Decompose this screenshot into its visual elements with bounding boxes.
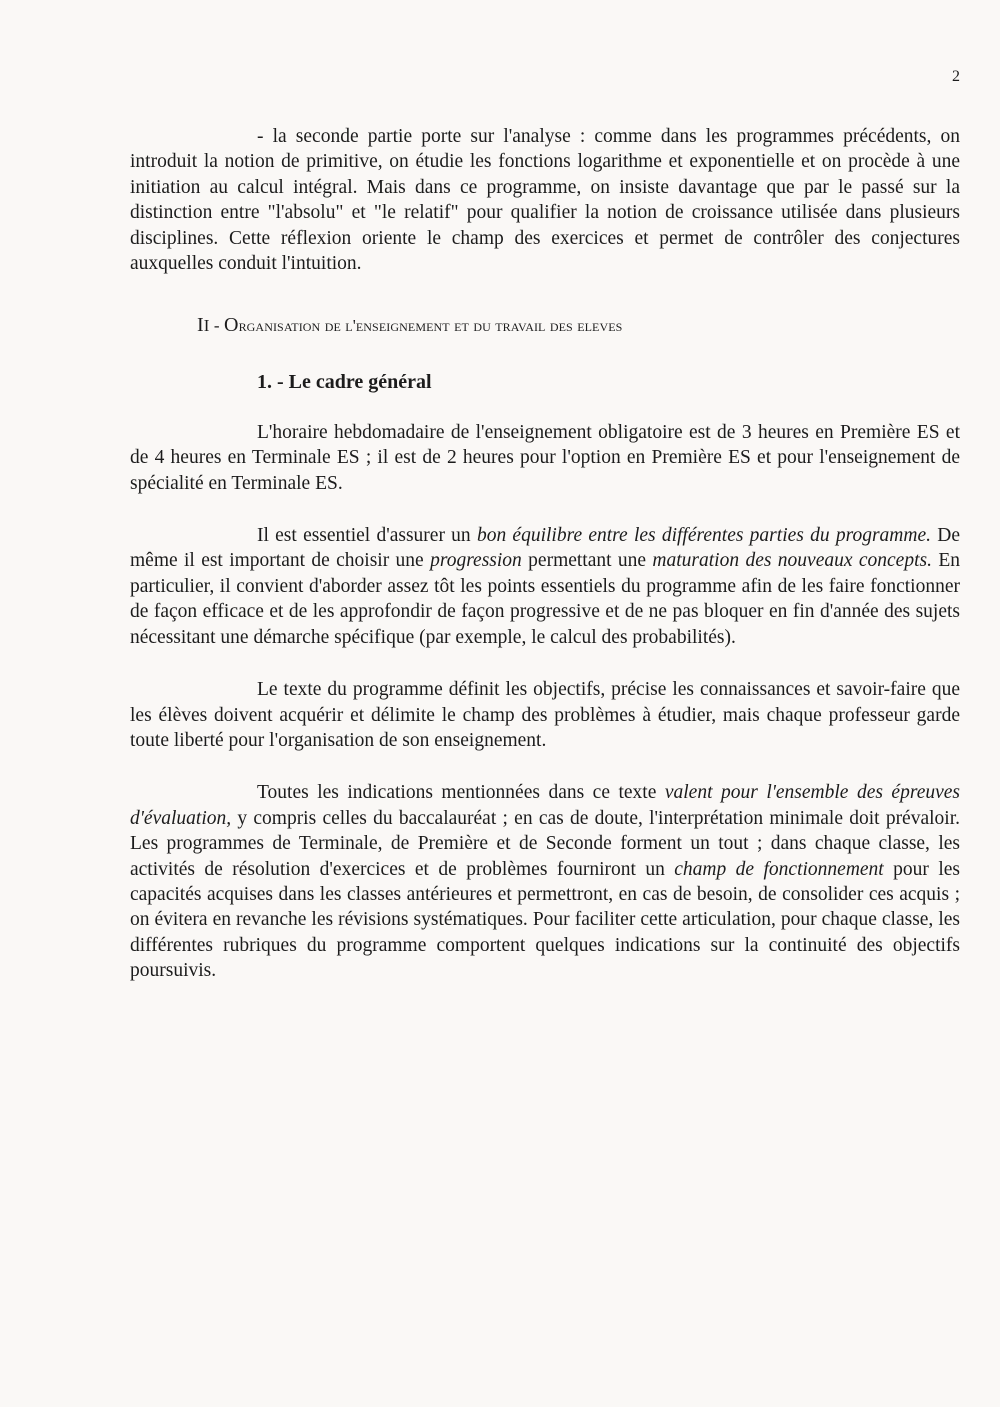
section-heading: II - Organisation de l'enseignement et du travail des eleves <box>197 314 623 337</box>
paragraph-analyse: - la seconde partie porte sur l'analyse : comme dans les programmes précédents, on introduit la notion de primitive, on étudie les fonctions logarithme et exponentielle et on procède à une initiation au calcul intégral. Mais dans ce programme, on insiste davantage que par le passé sur la distinction entre "l'absolu" et "le relatif" pour qualifier la notion de croissance utilisée dans plusieurs disciplines. Cette réflexion oriente le champ des exercices et permet de contrôler des conjectures auxquelles conduit l'intuition. <box>130 126 960 275</box>
paragraph-indications <box>130 780 960 983</box>
emphasis: maturation des nouveaux concepts. <box>652 550 932 572</box>
subsection-heading: 1. - Le cadre général <box>257 370 432 393</box>
emphasis: valent pour l'ensemble des épreuves d'évaluation, <box>130 782 960 829</box>
text-run: pour les capacités acquises dans les classes antérieures et permettront, en cas de besoin, de consolider ces acquis ; on évitera en revanche les révisions systématiques. Pour faciliter cette articulation, pour chaque classe, les différentes rubriques du programme comportent quelques indications sur la continuité des objectifs poursuivis. <box>130 858 960 982</box>
document-body <box>130 124 960 984</box>
emphasis: bon équilibre entre les différentes parties du programme. <box>476 525 931 547</box>
text-run: De même il est important de choisir une <box>130 525 960 572</box>
text-run: Toutes les indications mentionnées dans ce texte <box>257 782 665 804</box>
paragraph-equilibre <box>130 523 960 650</box>
emphasis: champ de fonctionnement <box>674 858 884 880</box>
page-number: 2 <box>952 68 960 85</box>
paragraph-horaire: L'horaire hebdomadaire de l'enseignement obligatoire est de 3 heures en Première ES et de 4 heures en Terminale ES ; il est de 2 heures pour l'option en Première ES et pour l'enseignement de spécialité en Terminale ES. <box>130 421 960 494</box>
emphasis: progression <box>430 550 522 572</box>
text-run: y compris celles du baccalauréat ; en cas de doute, l'interprétation minimale doit prévaloir. Les programmes de Terminale, de Première et de Seconde forment un tout ; dans chaque classe, les activités de résolution d'exercices et de problèmes fourniront un <box>130 807 960 880</box>
text-run: permettant une <box>521 550 653 572</box>
text-run: Il est essentiel d'assurer un <box>257 525 477 547</box>
paragraph-texte: Le texte du programme définit les objectifs, précise les connaissances et savoir-faire que les élèves doivent acquérir et délimite le champ des problèmes à étudier, mais chaque professeur garde toute liberté pour l'organisation de son enseignement. <box>130 679 960 751</box>
text-run: En particulier, il convient d'aborder assez tôt les points essentiels du programme afin de les faire fonctionner de façon efficace et de les approfondir de façon progressive et de ne pas bloquer en fin d'année des sujets nécessitant une démarche spécifique (par exemple, le calcul des probabilités). <box>130 550 960 648</box>
